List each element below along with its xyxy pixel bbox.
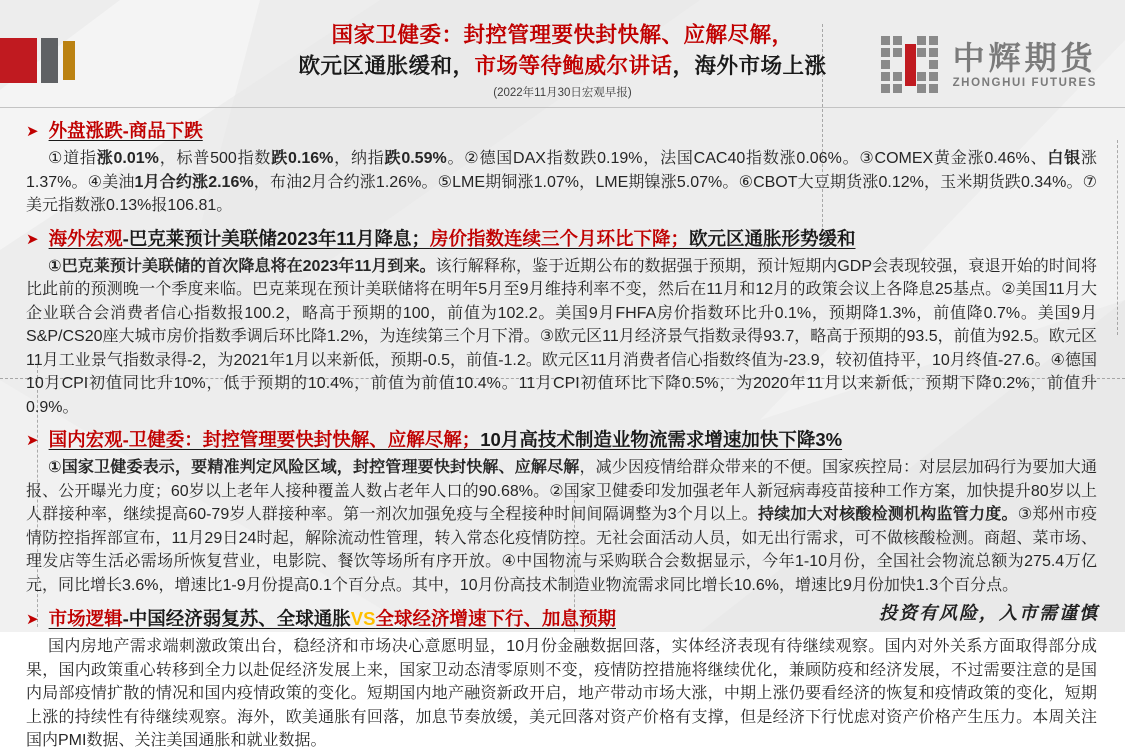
report-content	[0, 111, 1125, 753]
report-subtitle: (2022年11月30日宏观早报)	[493, 87, 632, 99]
section-market-logic	[26, 607, 1097, 753]
arrow-bullet-icon: ➤	[26, 123, 39, 140]
logo-grid-icon	[881, 36, 943, 94]
risk-disclaimer: 投资有风险，入市需谨慎	[879, 603, 1099, 623]
logo-company-name-en: ZHONGHUI FUTURES	[952, 77, 1097, 89]
section-domestic-macro	[26, 428, 1097, 597]
section-overseas-macro	[26, 227, 1097, 420]
section-heading-text: 海外宏观-巴克莱预计美联储2023年11月降息；房价指数连续三个月环比下降；欧元区通胀形势缓和	[48, 227, 856, 249]
section-heading	[26, 119, 1097, 144]
section-heading-text: 市场逻辑-中国经济弱复苏、全球通胀VS全球经济增速下行、加息预期	[48, 608, 616, 629]
logo-company-name: 中辉期货	[952, 40, 1097, 76]
section-body-text: ①巴克莱预计美联储的首次降息将在2023年11月到来。该行解释称，鉴于近期公布的数据强于预期，预计短期内GDP会表现较强，衰退开始的时间将比此前的预测晚一个季度来临。巴克莱现在预计美联储将在明年5月至9月维持利率不变，然后在11月和12月的政策会议上各降息25基点。②美国11月大企业联合会消费者信心指数报100.2，略高于预期的100，前值为102.2。美国9月FHFA房价指数环比升0.1%，预期降1.3%，前值降0.7%。美国9月S&P/CS20座大城市房价指数季调后环比降1.2%，为连续第三个月下滑。③欧元区11月经济景气指数录得93.7，略高于预期的93.5，前值为92.5。欧元区11月工业景气指数录得-2，为2021年1月以来新低，预期-0.5，前值-1.2。欧元区11月消费者信心指数终值为-23.9，较初值持平，10月终值-27.6。④德国10月CPI初值同比升10%，低于预期的10.4%，前值为前值10.4%。11月CPI初值环比下降0.5%，为2020年11月以来新低，预期下降0.2%，前值升0.9%。	[26, 257, 1097, 416]
section-overseas-markets	[26, 119, 1097, 218]
arrow-bullet-icon: ➤	[26, 230, 39, 248]
report-title-line1: 国家卫健委：封控管理要快封快解、应解尽解，	[331, 23, 794, 47]
arrow-bullet-icon: ➤	[26, 432, 39, 449]
section-heading-text: 外盘涨跌-商品下跌	[48, 120, 203, 141]
arrow-bullet-icon: ➤	[26, 611, 39, 628]
header-divider	[0, 107, 1125, 108]
section-heading	[26, 227, 1097, 252]
report-title-line2: 欧元区通胀缓和，市场等待鲍威尔讲话，海外市场上涨	[298, 54, 827, 78]
section-body-text: ①国家卫健委表示，要精准判定风险区域，封控管理要快封快解、应解尽解，减少因疫情给群众带来的不便。国家疾控局：对层层加码行为要加大通报、公开曝光力度；60岁以上老年人接种覆盖人数占老年人口的90.68%。②国家卫健委印发加强老年人新冠病毒疫苗接种工作方案，加快提升80岁以上人群接种率，继续提高60-79岁人群接种率。第一剂次加强免疫与全程接种时间间隔调整为3个月以上。持续加大对核酸检测机构监管力度。③郑州市疫情防控指挥部宣布，11月29日24时起，解除流动性管理，转入常态化疫情防控。无社会面活动人员，如无出行需求，可不做核酸检测。商超、菜市场、理发店等生活必需场所恢复营业，电影院、餐饮等场所有序开放。④中国物流与采购联合会数据显示，今年1-10月份，全国社会物流总额为275.4万亿元，同比增长3.6%，增速比1-9月份提高0.1个百分点。其中，10月份高技术制造业物流需求同比增长10.6%，增速比9月份加快1.3个百分点。	[26, 459, 1097, 594]
section-heading	[26, 428, 1097, 453]
section-body-text: 国内房地产需求端刺激政策出台，稳经济和市场决心意愿明显，10月份金融数据回落，实体经济表现有待继续观察。国内对外关系方面取得部分成果，国内政策重心转移到全力以赴促经济发展上来，国家卫动态清零原则不变，疫情防控措施将继续优化，兼顾防疫和经济发展，不过需要注意的是国内局部疫情扩散的情况和国内疫情政策的变化。短期国内地产融资新政开启，地产带动市场大涨，中期上涨仍要看经济的恢复和疫情政策的变化，短期上涨的持续性有待继续观察。海外，欧美通胀有回落，加息节奏放缓，美元回落对资产价格有支撑，但是经济下行忧虑对资产价格产生压力。本周关注国内PMI数据、关注美国通胀和就业数据。	[26, 638, 1097, 749]
section-body-text: ①道指涨0.01%，标普500指数跌0.16%，纳指跌0.59%。②德国DAX指数跌0.19%，法国CAC40指数涨0.06%。③COMEX黄金涨0.46%、白银涨1.37%。④美油1月合约涨2.16%，布油2月合约涨1.26%。⑤LME期铜涨1.07%，LME期镍涨5.07%。⑥CBOT大豆期货涨0.12%，玉米期货跌0.34%。⑦美元指数涨0.13%报106.81。	[26, 150, 1097, 214]
section-heading-text: 国内宏观-卫健委：封控管理要快封快解、应解尽解；10月高技术制造业物流需求增速加快下降3%	[48, 429, 843, 450]
company-logo	[881, 36, 1097, 94]
